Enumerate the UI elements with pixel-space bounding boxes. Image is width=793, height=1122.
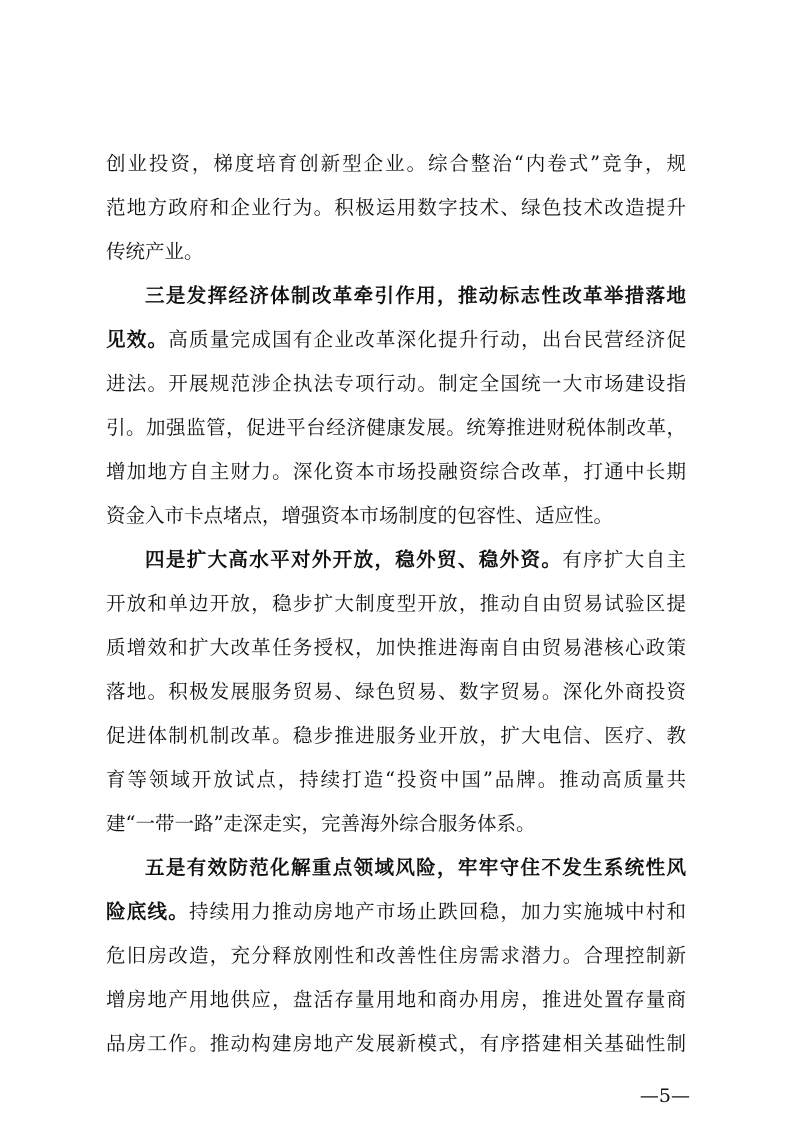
paragraph-line bbox=[106, 326, 686, 354]
paragraph-text: 高质量完成国有企业改革深化提升行动，出台民营经济促 bbox=[168, 328, 686, 351]
paragraph-line: 开放和单边开放，稳步扩大制度型开放，推动自由贸易试验区提 bbox=[106, 592, 686, 615]
paragraph-text: 持续用力推动房地产市场止跌回稳，加力实施城中村和 bbox=[189, 900, 686, 923]
paragraph-line: 增加地方自主财力。深化资本市场投融资综合改革，打通中长期 bbox=[106, 460, 686, 483]
paragraph-line: 促进体制机制改革。稳步推进服务业开放，扩大电信、医疗、教 bbox=[106, 724, 686, 747]
paragraph-line: 危旧房改造，充分释放刚性和改善性住房需求潜力。合理控制新 bbox=[106, 944, 686, 967]
paragraph-line: 范地方政府和企业行为。积极运用数字技术、绿色技术改造提升 bbox=[106, 196, 686, 219]
paragraph-line: 建“一带一路”走深走实，完善海外综合服务体系。 bbox=[106, 812, 536, 835]
paragraph-heading-end: 险底线。 bbox=[106, 900, 190, 923]
paragraph-line: 育等领域开放试点，持续打造“投资中国”品牌。推动高质量共 bbox=[106, 768, 686, 791]
paragraph-text: 有序扩大自主 bbox=[562, 548, 686, 571]
paragraph-line: 资金入市卡点堵点，增强资本市场制度的包容性、适应性。 bbox=[106, 504, 614, 527]
paragraph-line: 品房工作。推动构建房地产发展新模式，有序搭建相关基础性制 bbox=[106, 1032, 686, 1055]
paragraph-heading-end: 见效。 bbox=[106, 328, 169, 351]
paragraph-line bbox=[106, 898, 686, 926]
paragraph-line bbox=[145, 546, 686, 574]
paragraph-heading: 三是发挥经济体制改革牵引作用，推动标志性改革举措落地 bbox=[145, 284, 686, 307]
paragraph-line: 增房地产用地供应，盘活存量用地和商办用房，推进处置存量商 bbox=[106, 988, 686, 1011]
paragraph-line: 引。加强监管，促进平台经济健康发展。统筹推进财税体制改革， bbox=[106, 416, 686, 439]
paragraph-line: 落地。积极发展服务贸易、绿色贸易、数字贸易。深化外商投资 bbox=[106, 680, 686, 703]
paragraph-line: 创业投资，梯度培育创新型企业。综合整治“内卷式”竞争，规 bbox=[106, 152, 686, 175]
paragraph-line: 进法。开展规范涉企执法专项行动。制定全国统一大市场建设指 bbox=[106, 372, 686, 395]
page-number: —5— bbox=[639, 1085, 690, 1107]
paragraph-line: 质增效和扩大改革任务授权，加快推进海南自由贸易港核心政策 bbox=[106, 636, 686, 659]
paragraph-heading: 五是有效防范化解重点领域风险，牢牢守住不发生系统性风 bbox=[145, 856, 686, 879]
paragraph-heading: 四是扩大高水平对外开放，稳外贸、稳外资。 bbox=[145, 548, 563, 571]
paragraph-line: 传统产业。 bbox=[106, 240, 204, 263]
